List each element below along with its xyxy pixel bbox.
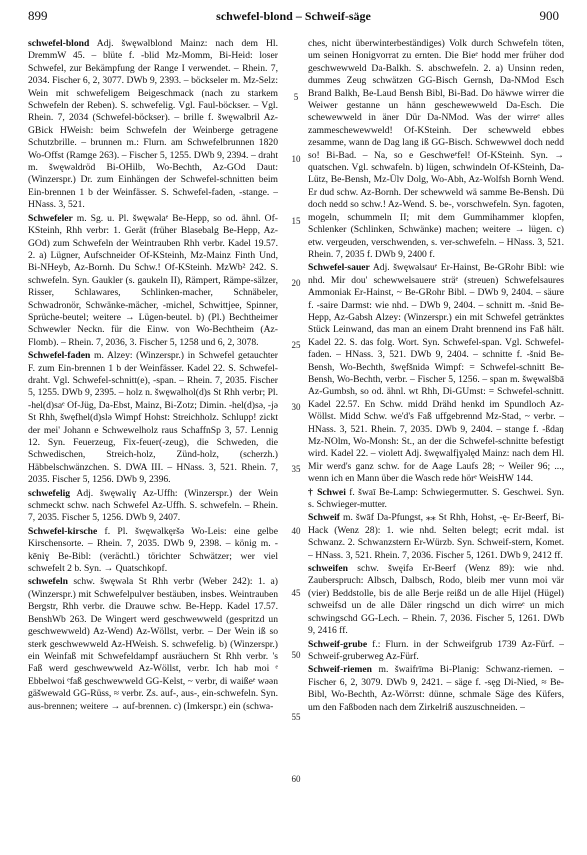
entry-text: schw. šwęwəla St Rhh verbr (Weber 242): 1. a) (Winzerspr.) mit Schwefelpulver bestäuben, insbes. Weintrauben Bergstr, Rhh verbr. die Drauwe schw. Be-Hepp. Kadel 17.57. BenshWb 263. De Wingert werd geschwewweld (gespritzd un geschwewweld) Az-Wend) Az-Wöllst, verbr. – Der Wein iß so sterk geschwewweld Az-HWeish. S. schwefelig. b) (Winzerspr.) ein Weinfaß mit Schwefeldampf ausräuchern St Rhh verbr. 's Faß werd geschwewweld Az-Wöllst, verbr. Ich hab moi ᵉ Ebbelwoi ᵉfaß geschwewweld GG-Kelst, ~ verbr, di waißeᵉ wəən gäšwewəld GG-Rüss, ≈ verbr. Zs. auf-, aus-, ein-schwefeln. Syn. aus-brennen; weitere → auf-brennen. c) (Imkerspr.) ein (schwa- bbox=[28, 576, 278, 712]
entry-headword: schwefeln bbox=[28, 576, 68, 588]
right-page-number: 900 bbox=[539, 8, 559, 23]
line-number: 40 bbox=[291, 525, 301, 536]
line-number: 60 bbox=[291, 773, 301, 784]
entry-headword: schweifen bbox=[308, 563, 348, 575]
page-header bbox=[28, 8, 559, 28]
entry-headword: Schweif-grube bbox=[308, 638, 368, 650]
line-number: 45 bbox=[291, 587, 301, 598]
running-title: schwefel-blond – Schweif-säge bbox=[216, 9, 371, 23]
line-number: 30 bbox=[291, 401, 301, 412]
line-number: 35 bbox=[291, 463, 301, 474]
entry-headword: schwefel-blond bbox=[28, 38, 90, 49]
entry-text: m. šwaifrīmə Bi-Planig: Schwanz-riemen. – Fischer 6, 2, 3079. DWb 9, 2421. – säge f. -sęg Di-Nied, ≈ Be-Bibl, Wo-Bechth, Az-Wörrst: dünne, schmale Säge des Küfers, um den Faßboden nach dem Zirkelriß auszuschneiden. – bbox=[308, 664, 564, 713]
line-number: 5 bbox=[293, 91, 299, 102]
entry-text: m. Sg. u. Pl. šwęwəlaᵉ Be-Hepp, so od. ähnl. Of-KSteinh, Rhh verbr: 1. Gerät (früher Blasebalg Be-Hepp, Az-GOd) zum Schwefeln der Weintrauben Rhh verbr. Kadel 19.57. 2. a) Lügner, Aufschneider Of-KSteinh, Mz-Mainz Finth Und, Bi-NHeyb, Az-Bornh. Du Schw.! Of-KSteinh. MzWb² 242. S. schwefeln. Syn. Gaukler (s. gaukeln II), Rämpert, Rämpe-sälzer, Risser, Schlawares, Schlinken-macher, Schnäbeler, Schwadronör, Schwänke-mächer, -michel, Schwittjee, Spinner, Sprüche-beutel; weitere → Lügen-beutel. b) (Pl.) Bechtheimer Schwewler Neckn. für die Einw. von Wo-Bechtheim (Az-Flomb). – Rhein. 7, 2036, 3. Fischer 5, 1258 und 6, 2, 3078. bbox=[28, 212, 278, 348]
dictionary-entry bbox=[308, 563, 564, 637]
entry-text: Adj. šwęwəliɣ Az-Uffh: (Winzerspr.) der Wein schmeckt schw. nach Schwefel Az-Uffh. S. schwefeln. – Rhein. 7, 2035. Fischer 5, 1256. DWb 9, 2407. bbox=[28, 487, 278, 524]
line-number: 25 bbox=[291, 339, 301, 350]
line-number: 55 bbox=[291, 711, 301, 722]
line-number: 15 bbox=[291, 215, 301, 226]
dictionary-entry bbox=[28, 350, 278, 486]
entry-headword: Schweif-riemen bbox=[308, 664, 372, 676]
entry-headword: Schwefel-kirsche bbox=[28, 525, 98, 537]
dictionary-entry bbox=[28, 488, 278, 525]
right-column bbox=[308, 38, 564, 849]
entry-headword: Schwefel-sauer bbox=[308, 262, 370, 274]
entry-text: f. šwaī Be-Lamp: Schwiegermutter. S. Geschwei. Syn. s. Schwieger-mutter. bbox=[308, 486, 564, 511]
entry-text: m. Alzey: (Winzerspr.) in Schwefel getauchter F. zum Ein-brennen 1 b der Weinfässer. Kadel 22. S. Schwefel-draht. Vgl. Schwefel-schnitt(e), -span. – Rhein. 7, 2035. Fischer 5, 1255. DWb 9, 2395. – holz n. šwęwəlhol(d)s St Rhh verbr; Pl. -hel(d)saᵉ Of-Jüg, Da-Ebst, Mainz, Bi-Zotz; Dimin. -hel(d)sə, -jə St Rhh, šwęfhel(d)slə Wimpf Hohst: Streichholz. Schlupp! zickt der mei' Johann e Schwewelholz raus SchaffnSp 3, 57. Lennig 12. Syn. Feuerzeug, Fix-feuer(-zeug), die Schweden, die Schwedischen, Streich-holz, Zünd-holz, (scherzh.) Häbbelschwänzchen. S. DWA III. – HNass. 3, 521. Rhein. 7, 2035. Fischer 5, 1256. DWb 9, 2396. bbox=[28, 350, 278, 486]
entry-text: schw. šwęifə Er-Beerf (Wenz 89): wie nhd. Zauberspruch: Albsch, Dalbsch, Rodo, bleib mer vunn moi vär (vier) Beddstolle, bis de alle Berje reißd un de alle Hijel (Hügel) schweifsd un de alle Däler ringschd un dich wirreᵉ un mich schwingschd GG-Lech. – Rhein. 7, 2036. Fischer 5, 1261. DWb 9, 2416 ff. bbox=[308, 563, 564, 637]
entry-headword: Schwefeler bbox=[28, 212, 73, 224]
entry-headword: † Schwei bbox=[308, 486, 346, 498]
dictionary-entry bbox=[308, 487, 564, 512]
entry-text: f. Pl. šwęwəlkęršə Wo-Leis: eine gelbe Kirschensorte. – Rhein. 7, 2035. DWb 9, 2398. – könig m. -kēniɣ Be-Bibl: (verächtl.) törichter Schwätzer; wer viel schwefelt 2 b. Syn. → Quatschkopf. bbox=[28, 525, 278, 575]
entry-text: f.: Flurn. in der Schweifgrub 1739 Az-Fürf. – Schweif-gruberweg Az-Fürf. bbox=[308, 638, 564, 662]
entry-text: Adj. šwęwəlsauᵉ Er-Hainst, Be-GRohr Bibl: wie nhd. Mir dou' schewwelsauere sträᵉ (streuen) Schwefelsaures Ammoniak Er-Hainst, ~ Be-GRohr Bibl. – DWb 9, 2404. – säure f. -saire Darmst: wie nhd. – DWb 9, 2404. – schnitt m. -šnid Be-Hepp, Az-Gabsh Alzey: (Winzerspr.) ein mit Schwefel getränktes Stück Leinwand, das man an einem Draht brennend ins Faß hält. Kadel 22. S. das folg. Wort. Syn. Schwefel-span. Vgl. Schwefel-faden. – HNass. 3, 521. DWb 9, 2404. – schnitte f. -šnid Be-Bensh, Wo-Bechth, šwęfšnidə Wimpf: = Schwefel-schnitt Be-Bensh, Wo-Bechth, verbr. – Fischer 5, 1256. – span m. šwęwəlšbā Az-Gumbsh, so od. ähnl. wt Rhh, Di-GUmst: = Schwefel-schnitt. Kadel 22.57. En Schw. midd Drähd henkd im Spundloch Az-Wöllst. Midd Schw. we'd's Faß uffgebrennd Mz-Stad, ~ verbr. – HNass. 3, 521. Rhein. 7, 2035. DWb 9, 2404. – stange f. -ßdaŋ Mz-NOlm, Wo-Monsh: St., an der die Schwefel-schnitte befestigt wird. Kadel 22. – violett Adj. šwęwalfįɣəlęd Mainz: nach dem Hl. Mir werd's ganz schw. for de Aage Laufs 28; ~ Weiler 96; ..., wenn ich en Mann über die Wasch rede hörᵉ WeisHW 144. bbox=[308, 262, 564, 485]
line-number: 50 bbox=[291, 649, 301, 660]
dictionary-entry bbox=[308, 38, 564, 261]
line-number-gutter bbox=[287, 38, 305, 849]
line-number: 10 bbox=[291, 153, 301, 164]
entry-headword: Schwefel-faden bbox=[28, 350, 91, 362]
entry-text: Adj. šwęwəlblond Mainz: nach dem Hl. DremmW 45. – blüte f. -blid Mz-Momm, Bi-Heid: loser Schwefel, zur Bekämpfung der Range I verwendet. – Rhein. 7, 2034. Fischer 6, 2, 3077. DWb 9, 2393. – böckseler m. Mz-Selz: Wein mit schwefeligem Beigeschmack (nach zu starkem Schwefeln der Reben). S. schwefelig. Vgl. Faul-böckser. – Vgl. Rhein. 7, 2034 (Schwefel-böckser). – brille f. šwęwəlbril Az-GBick HWeish: beim Schwefeln der Weinberge getragene Schutzbrille. – brunnen m.: Flurn. am Schwefelbrunnen 1820 Wo-Offst (Ramge 263). – Fischer 5, 1255. DWb 9, 2394. – draht m. šwęwəldröd Bi-OHilb, Wo-Bechth, Az-GOd Daut: (Winzerspr.) Dr. zum Einhängen der Schwefel-schnitten beim Ein-brennen 1 b der Weinfässer. S. Schwefel-faden, -stange. – HNass. 3, 521. bbox=[28, 38, 278, 211]
line-number: 20 bbox=[291, 277, 301, 288]
entry-text: m. šwāf Da-Pfungst, ⁎⁎ St Rhh, Hohst, -ę- Er-Beerf, Bi-Hack (Wenz 28): 1. wie nhd. Selten belegt; ecrit mdal. ist Schwanz. 2. Schwanzstern Er-Würzb. Syn. Schweif-stern, Komet. – HNass. 3, 521. Rhein. 7, 2036. Fischer 5, 1261. DWb 9, 2412 ff. bbox=[308, 512, 564, 561]
entry-headword: schwefelig bbox=[28, 487, 71, 499]
dictionary-entry bbox=[308, 639, 564, 664]
entry-headword: Schweif bbox=[308, 512, 340, 524]
left-page-number: 899 bbox=[28, 8, 48, 23]
entry-text: ches, nicht überwinterbeständiges) Volk durch Schwefeln töten, um seinen Honigvorrat zu ernten. Die Bieᵉ hodd mer früher dod geschwewweld Da-Balkh. S. abschwefeln. 2. a) Unsinn reden, dummes Zeug schwätzen GG-Bisch Gernsh, Da-NMod Esch Brand Balkh, Be-Laud Bensh Bibl, Bi-Bad. Do häwwe wirrer die Weiwer gestanne un hänn geschewewweld Da-Esch. Die schewewweld in äner Dür Da-NMod. Was der wirreᵉ alles zammeschewewweld! Of-KSteinh. Der schewweld ebbes zesamme, wann de Dag lang iß GG-Bisch. Schwewwel doch nedd so! Bi-Bad. – Na, so e Geschweᵉfel! Of-KSteinh. Syn. → quatschen. Vgl. schwafeln. b) lügen, schwindeln Of-KSteinh, Da-Lütz, Be-Bensh, Mz-Ülv Dolg, Wo-Abh, Az-Wolfsh Bornh Wend. Er dud schw. Az-Bornh. Der schewweld wä samme Be-Bensh. Dü doch nedd so schw.! Az-Wend. S. be-, vorschwefeln. Syn. fagoten, mogeln, schummeln II; mit dem Gummihammer klopfen, Schlenker (Schlinken, Schwänke) machen; weitere → lügen. c) etw. vergeuden, verschwenden, s. ver-schwefeln. – HNass. 3, 521. Rhein. 7, 2035 f. DWb 9, 2400 f. bbox=[308, 38, 564, 260]
dictionary-entry bbox=[28, 38, 278, 212]
dictionary-entry bbox=[308, 664, 564, 714]
dictionary-entry bbox=[28, 576, 278, 712]
dictionary-entry bbox=[28, 213, 278, 349]
dictionary-entry bbox=[28, 526, 278, 576]
dictionary-entry bbox=[308, 262, 564, 485]
left-column bbox=[28, 38, 278, 849]
dictionary-entry bbox=[308, 512, 564, 562]
